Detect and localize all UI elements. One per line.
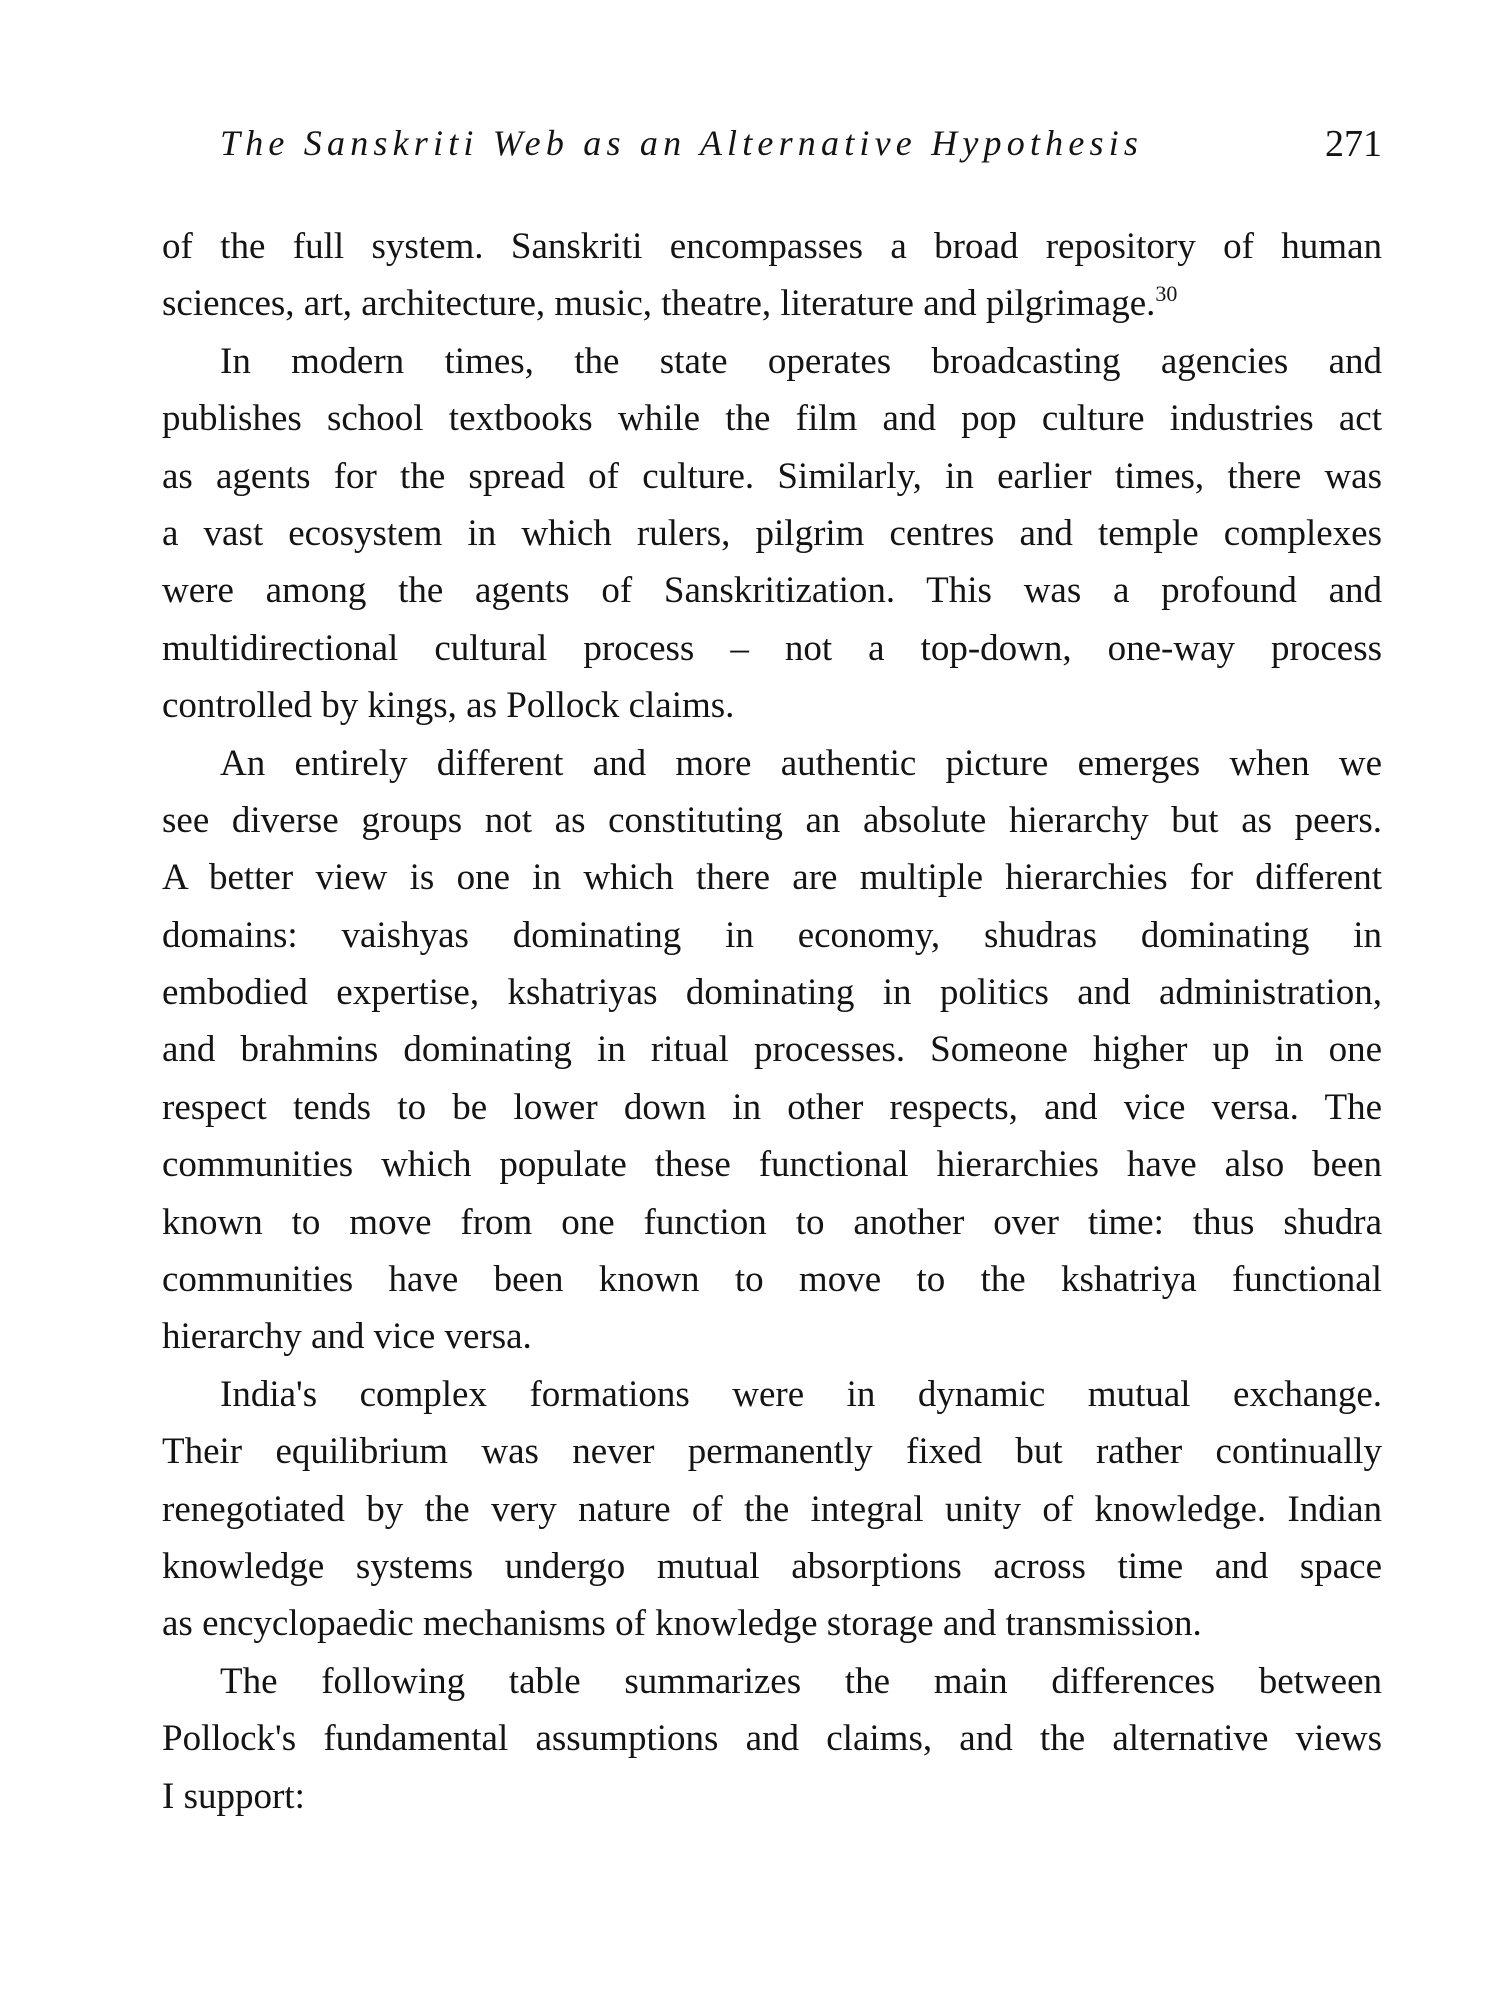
line-text: A better view is one in which there are multiple hierarchies for different [162, 857, 1382, 899]
running-header [220, 122, 1382, 172]
text-line [162, 677, 1382, 734]
text-line [162, 275, 1382, 332]
line-text: communities which populate these functional hierarchies have also been [162, 1144, 1382, 1186]
line-text: and brahmins dominating in ritual processes. Someone higher up in one [162, 1029, 1382, 1071]
text-line [162, 1653, 1382, 1710]
text-line [162, 964, 1382, 1021]
line-text: domains: vaishyas dominating in economy, shudras dominating in [162, 914, 1382, 956]
line-text: knowledge systems undergo mutual absorptions across time and space [162, 1545, 1382, 1587]
paragraph [162, 1366, 1382, 1653]
line-text: sciences, art, architecture, music, theatre, literature and pilgrimage. [162, 283, 1156, 325]
line-text: see diverse groups not as constituting an absolute hierarchy but as peers. [162, 799, 1382, 841]
text-line [162, 390, 1382, 447]
line-text: respect tends to be lower down in other respects, and vice versa. The [162, 1086, 1382, 1128]
line-text: were among the agents of Sanskritization. This was a profound and [162, 570, 1382, 612]
running-title: The Sanskriti Web as an Alternative Hypothesis [220, 123, 1144, 163]
text-line [162, 448, 1382, 505]
text-line [162, 849, 1382, 906]
text-line [162, 562, 1382, 619]
text-line [162, 907, 1382, 964]
line-text: I support: [162, 1775, 305, 1817]
line-text: known to move from one function to another over time: thus shudra [162, 1201, 1382, 1243]
body-text [162, 218, 1382, 1825]
line-text: hierarchy and vice versa. [162, 1316, 532, 1358]
line-text: renegotiated by the very nature of the integral unity of knowledge. Indian [162, 1488, 1382, 1530]
paragraph [162, 333, 1382, 735]
line-text: as encyclopaedic mechanisms of knowledge storage and transmission. [162, 1603, 1202, 1645]
text-line [162, 1308, 1382, 1365]
line-text: as agents for the spread of culture. Similarly, in earlier times, there was [162, 455, 1382, 497]
footnote-marker[interactable]: 30 [1155, 281, 1178, 307]
line-text: An entirely different and more authentic picture emerges when we [220, 742, 1382, 784]
text-line [162, 1251, 1382, 1308]
text-line [162, 1136, 1382, 1193]
text-line [162, 505, 1382, 562]
line-text: a vast ecosystem in which rulers, pilgrim centres and temple complexes [162, 512, 1382, 554]
text-line [162, 1710, 1382, 1767]
line-text: Pollock's fundamental assumptions and claims, and the alternative views [162, 1718, 1382, 1760]
text-line [162, 333, 1382, 390]
text-line [162, 1423, 1382, 1480]
page-number: 271 [1325, 123, 1382, 165]
line-text: multidirectional cultural process – not a top-down, one-way process [162, 627, 1382, 669]
text-line [162, 1481, 1382, 1538]
paragraph [162, 1653, 1382, 1825]
text-line [162, 1194, 1382, 1251]
text-line [162, 1538, 1382, 1595]
text-line [162, 792, 1382, 849]
line-text: India's complex formations were in dynamic mutual exchange. [220, 1373, 1382, 1415]
text-line [162, 1595, 1382, 1652]
paragraph [162, 218, 1382, 333]
text-line [162, 620, 1382, 677]
line-text: controlled by kings, as Pollock claims. [162, 685, 735, 727]
line-text: In modern times, the state operates broadcasting agencies and [220, 340, 1382, 382]
line-text: embodied expertise, kshatriyas dominating in politics and administration, [162, 972, 1382, 1014]
line-text: communities have been known to move to the kshatriya functional [162, 1259, 1382, 1301]
text-line [162, 735, 1382, 792]
text-line [162, 218, 1382, 275]
line-text: publishes school textbooks while the film and pop culture industries act [162, 398, 1382, 440]
line-text: Their equilibrium was never permanently fixed but rather continually [162, 1431, 1382, 1473]
text-line [162, 1366, 1382, 1423]
text-line [162, 1021, 1382, 1078]
line-text: The following table summarizes the main differences between [220, 1660, 1382, 1702]
paragraph [162, 735, 1382, 1366]
line-text: of the full system. Sanskriti encompasses a broad repository of human [162, 226, 1382, 267]
text-line [162, 1768, 1382, 1825]
text-line [162, 1079, 1382, 1136]
